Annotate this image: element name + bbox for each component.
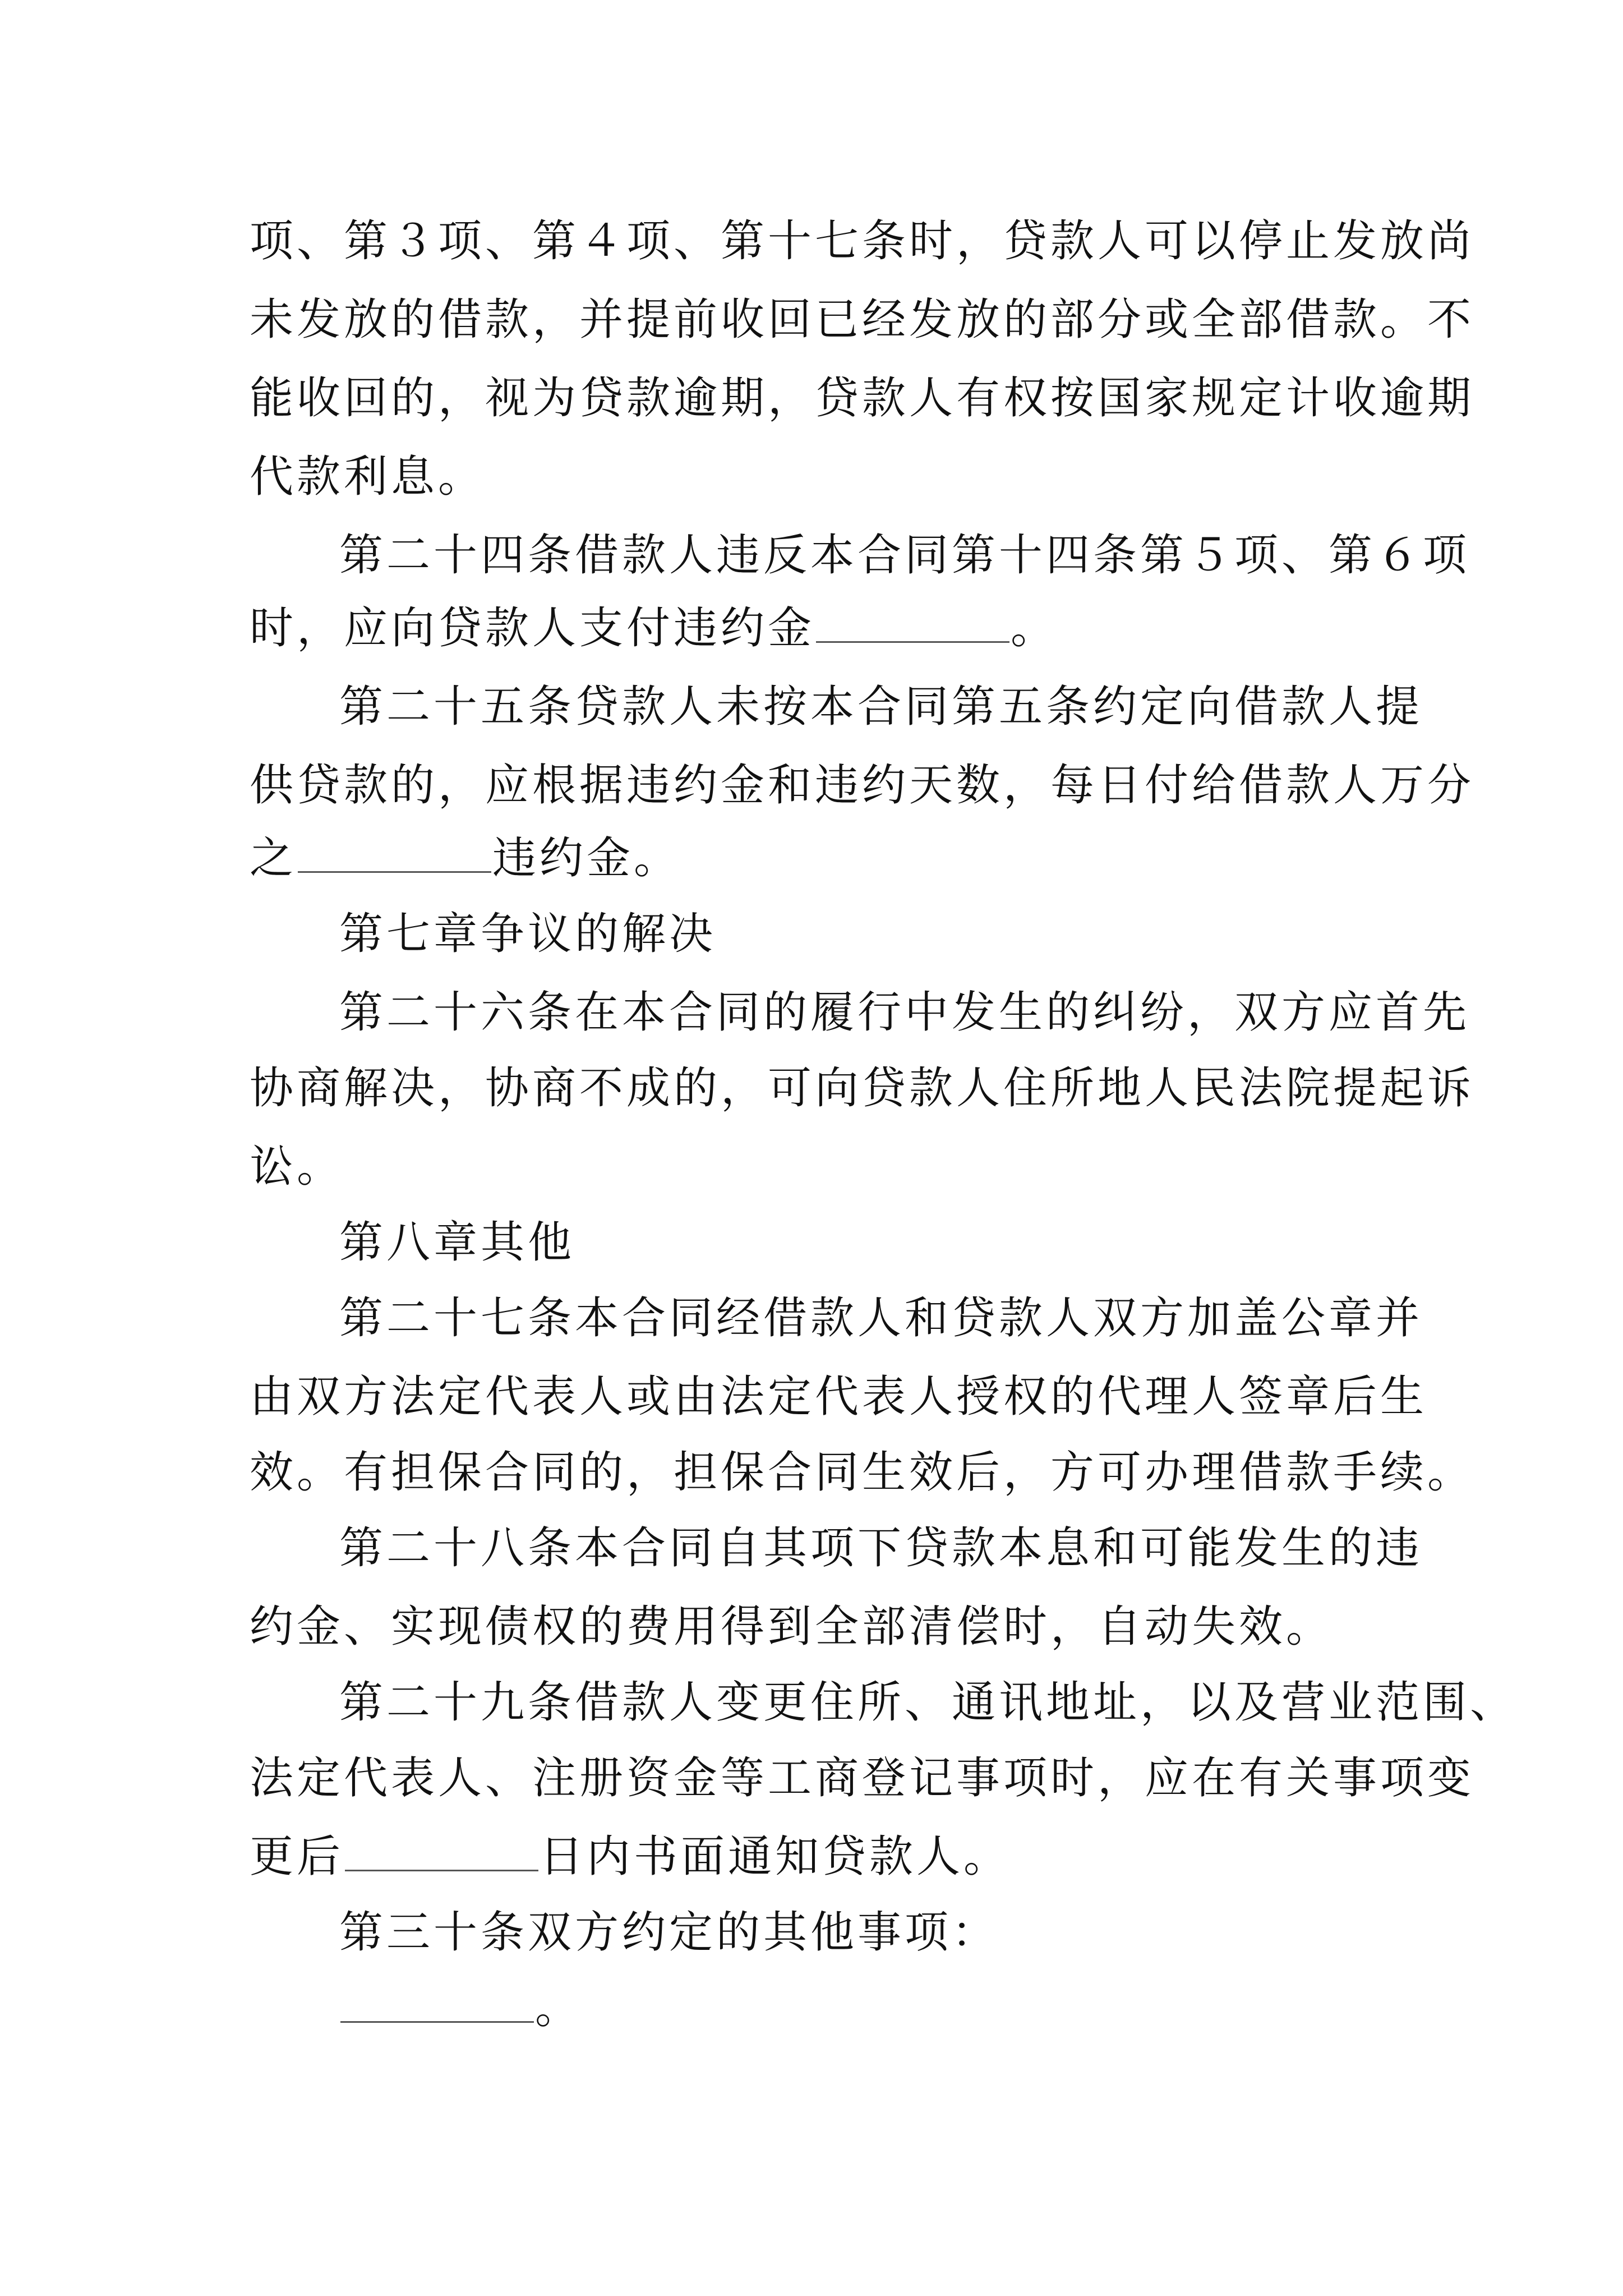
fill-in-blank	[340, 1982, 534, 2023]
text-line: 协商解决，协商不成的，可向贷款人住所地人民法院提起诉	[250, 1063, 1475, 1114]
text-line-with-blank	[250, 830, 1399, 886]
text-fragment: 时，应向贷款人支付违约金	[250, 603, 815, 654]
text-line-with-blank	[250, 1829, 1399, 1885]
fill-in-blank	[298, 832, 491, 873]
text-fragment: 。	[535, 1983, 583, 2033]
text-line: 约金、实现债权的费用得到全部清偿时，自动失效。	[250, 1602, 1334, 1652]
text-fragment: 更后	[250, 1832, 344, 1882]
text-line: 未发放的借款，并提前收回已经发放的部分或全部借款。不	[250, 295, 1475, 345]
text-line-with-blank	[339, 1980, 1489, 2036]
text-line: 讼。	[250, 1142, 344, 1192]
text-line: 能收回的，视为贷款逾期，贷款人有权按国家规定计收逾期	[250, 373, 1475, 424]
article-26-heading-line: 第二十六条在本合同的履行中发生的纠纷，双方应首先	[339, 987, 1470, 1038]
fill-in-blank	[345, 1830, 538, 1871]
article-29-heading-line: 第二十九条借款人变更住所、通讯地址，以及营业范围、	[339, 1677, 1518, 1728]
article-27-heading-line: 第二十七条本合同经借款人和贷款人双方加盖公章并	[339, 1293, 1423, 1343]
text-fragment: 之	[250, 833, 297, 884]
text-fragment: 。	[1011, 603, 1058, 654]
text-line: 由双方法定代表人或由法定代表人授权的代理人签章后生	[250, 1372, 1428, 1422]
article-28-heading-line: 第二十八条本合同自其项下贷款本息和可能发生的违	[339, 1523, 1423, 1573]
chapter-7-heading: 第七章争议的解决	[339, 909, 717, 959]
text-line: 供贷款的，应根据违约金和违约天数，每日付给借款人万分	[250, 760, 1475, 811]
text-line: 项、第３项、第４项、第十七条时，贷款人可以停止发放尚	[250, 216, 1475, 266]
text-line-with-blank	[250, 600, 1399, 656]
article-25-heading-line: 第二十五条贷款人未按本合同第五条约定向借款人提	[339, 682, 1423, 732]
text-fragment: 日内书面通知贷款人。	[540, 1832, 1011, 1882]
text-line: 效。有担保合同的，担保合同生效后，方可办理借款手续。	[250, 1447, 1475, 1498]
chapter-8-heading: 第八章其他	[339, 1217, 575, 1268]
text-line: 法定代表人、注册资金等工商登记事项时，应在有关事项变	[250, 1753, 1475, 1803]
fill-in-blank	[816, 602, 1009, 643]
article-24-heading-line: 第二十四条借款人违反本合同第十四条第５项、第６项	[339, 530, 1470, 581]
article-30-heading-line: 第三十条双方约定的其他事项：	[339, 1907, 999, 1958]
text-fragment: 违约金。	[492, 833, 681, 884]
text-line: 代款利息。	[250, 452, 486, 502]
